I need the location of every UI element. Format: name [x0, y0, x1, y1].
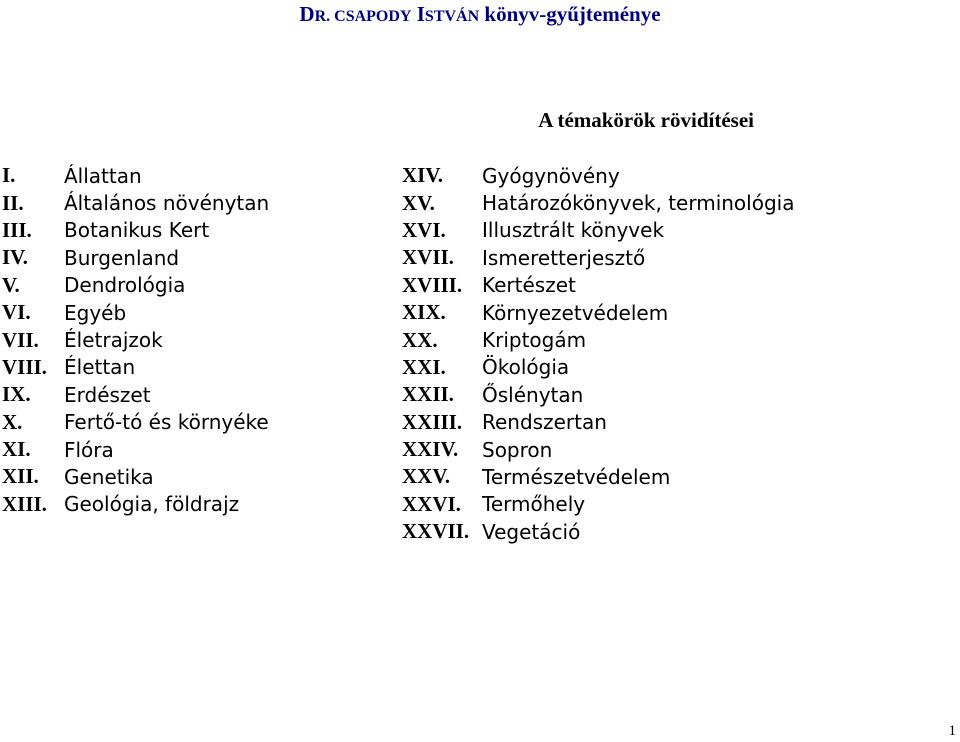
- topic-number: VIII.: [2, 354, 47, 379]
- topic-label: Természetvédelem: [482, 464, 671, 489]
- title-part: D: [299, 2, 315, 26]
- topic-label: Geológia, földrajz: [64, 492, 240, 517]
- topic-number: VII.: [2, 327, 39, 352]
- topic-list-left: [2, 162, 269, 518]
- topic-number: V.: [2, 272, 20, 297]
- topic-number: XVI.: [402, 217, 446, 242]
- topic-label: Erdészet: [64, 382, 151, 407]
- topic-label: Életrajzok: [64, 328, 163, 353]
- topic-label: Ismeretterjesztő: [482, 245, 646, 270]
- topic-number: XXIV.: [402, 437, 459, 462]
- topic-row: [2, 436, 269, 463]
- topic-number: III.: [2, 217, 32, 242]
- topic-label: Sopron: [482, 437, 553, 462]
- topic-label: Genetika: [64, 464, 154, 489]
- topic-row: [402, 491, 794, 518]
- topic-label: Vegetáció: [482, 519, 581, 544]
- topic-row: [2, 189, 269, 216]
- topic-number: XXIII.: [402, 409, 463, 434]
- topic-number: XXI.: [402, 354, 446, 379]
- topic-row: [402, 381, 794, 408]
- topic-row: [402, 217, 794, 244]
- topic-label: Egyéb: [64, 300, 127, 325]
- topic-number: IX.: [2, 382, 31, 407]
- topic-row: [2, 381, 269, 408]
- topic-number: XXII.: [402, 382, 454, 407]
- topic-row: [402, 189, 794, 216]
- topic-number: XI.: [2, 437, 31, 462]
- topic-number: II.: [2, 190, 24, 215]
- topic-label: Kriptogám: [482, 328, 587, 353]
- topic-label: Határozókönyvek, terminológia: [482, 191, 795, 216]
- topic-list-right: [402, 162, 794, 545]
- topic-row: [2, 272, 269, 299]
- topic-number: I.: [2, 163, 16, 188]
- topic-number: XII.: [2, 464, 39, 489]
- topic-label: Flóra: [64, 437, 114, 462]
- topic-row: [402, 244, 794, 271]
- topic-label: Állattan: [64, 163, 142, 188]
- topic-row: [2, 354, 269, 381]
- topic-row: [402, 409, 794, 436]
- topic-label: Általános növénytan: [64, 191, 270, 216]
- topic-number: XXVII.: [402, 519, 470, 544]
- title-part: I: [411, 2, 425, 26]
- topic-label: Őslénytan: [482, 382, 584, 407]
- topic-number: X.: [2, 409, 23, 434]
- document-title: [0, 2, 960, 27]
- topic-label: Kertészet: [482, 273, 576, 298]
- topic-number: XIII.: [2, 491, 47, 516]
- topic-number: XIV.: [402, 163, 444, 188]
- topic-row: [402, 463, 794, 490]
- topic-number: XXV.: [402, 464, 451, 489]
- title-part: könyv-gyűjteménye: [479, 2, 661, 26]
- topic-number: XX.: [402, 327, 438, 352]
- section-subtitle: A témakörök rövidítései: [538, 108, 754, 132]
- topic-number: XVIII.: [402, 272, 463, 297]
- topic-row: [2, 162, 269, 189]
- topic-label: Dendrológia: [64, 273, 186, 298]
- topic-number: IV.: [2, 245, 28, 270]
- topic-label: Fertő-tó és környéke: [64, 410, 269, 435]
- page-number: 1: [948, 723, 956, 739]
- topic-label: Élettan: [64, 355, 136, 380]
- topic-label: Gyógynövény: [482, 163, 620, 188]
- topic-row: [2, 217, 269, 244]
- topic-row: [2, 491, 269, 518]
- topic-number: XVII.: [402, 245, 454, 270]
- topic-row: [402, 162, 794, 189]
- topic-row: [402, 272, 794, 299]
- topic-label: Rendszertan: [482, 410, 607, 435]
- title-part: R. C: [314, 8, 346, 25]
- topic-row: [402, 518, 794, 545]
- topic-row: [2, 299, 269, 326]
- title-part: STVÁN: [424, 8, 480, 25]
- topic-label: Illusztrált könyvek: [482, 218, 665, 243]
- topic-number: XXVI.: [402, 491, 461, 516]
- topic-label: Burgenland: [64, 245, 180, 270]
- topic-label: Botanikus Kert: [64, 218, 210, 243]
- title-part: SAPODY: [345, 8, 412, 25]
- topic-label: Termőhely: [482, 492, 586, 517]
- topic-row: [402, 299, 794, 326]
- topic-row: [2, 463, 269, 490]
- topic-row: [402, 354, 794, 381]
- topic-row: [402, 326, 794, 353]
- topic-row: [2, 409, 269, 436]
- topic-label: Környezetvédelem: [482, 300, 669, 325]
- topic-row: [2, 326, 269, 353]
- topic-row: [402, 436, 794, 463]
- topic-row: [2, 244, 269, 271]
- topic-number: VI.: [2, 300, 31, 325]
- topic-number: XV.: [402, 190, 435, 215]
- topic-number: XIX.: [402, 300, 446, 325]
- topic-label: Ökológia: [482, 355, 570, 380]
